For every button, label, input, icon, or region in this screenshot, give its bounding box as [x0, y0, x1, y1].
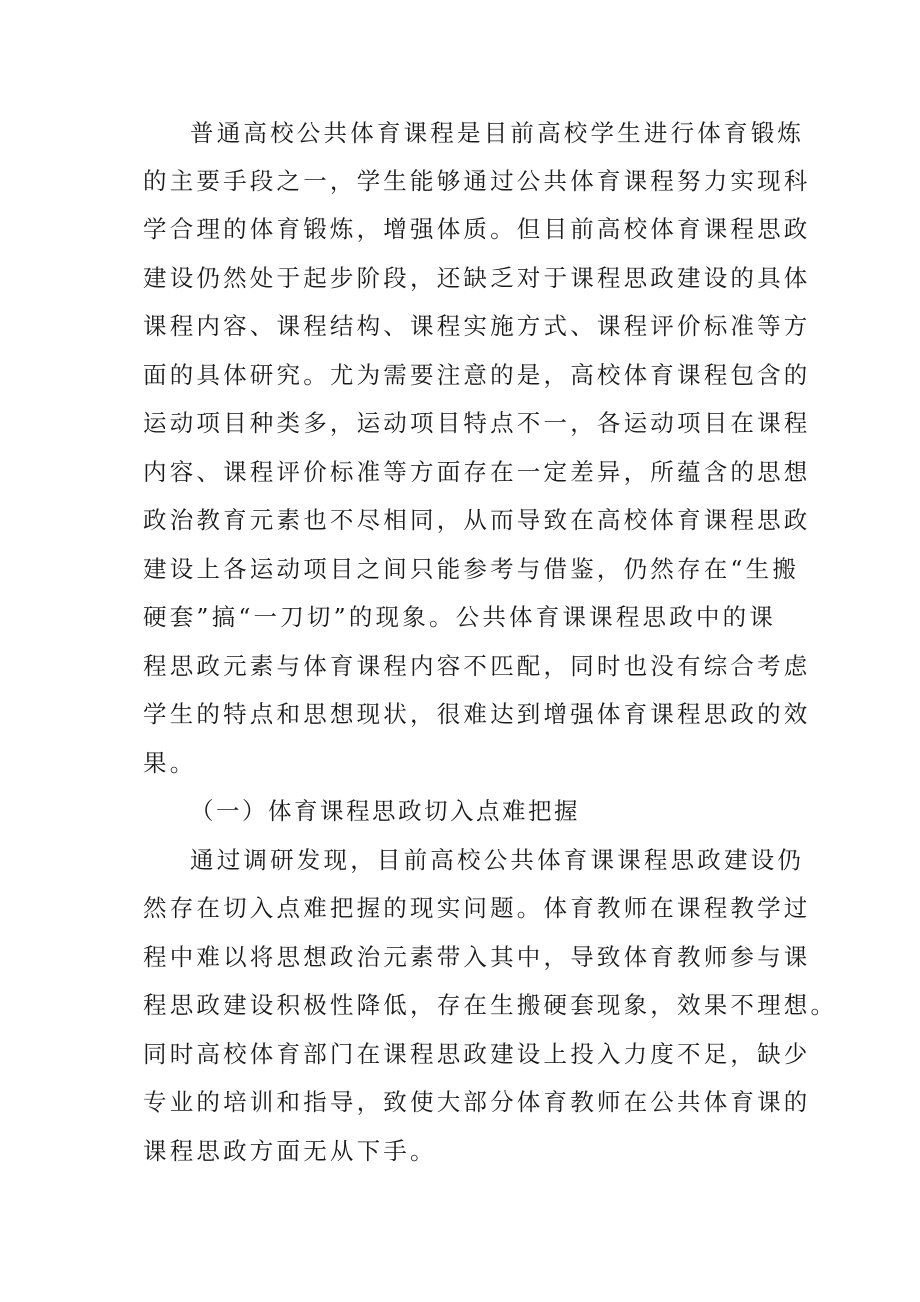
paragraph-line: 同时高校体育部门在课程思政建设上投入力度不足，缺少: [143, 1040, 811, 1068]
paragraph-line: 果。: [143, 749, 197, 777]
paragraph-line: 的主要手段之一，学生能够通过公共体育课程努力实现科: [143, 167, 811, 195]
paragraph-line: 面的具体研究。尤为需要注意的是，高校体育课程包含的: [143, 361, 811, 389]
paragraph-line: 程中难以将思想政治元素带入其中，导致体育教师参与课: [143, 943, 811, 971]
paragraph-line: 专业的培训和指导，致使大部分体育教师在公共体育课的: [143, 1088, 811, 1116]
paragraph-line: 程思政元素与体育课程内容不匹配，同时也没有综合考虑: [143, 652, 811, 680]
paragraph-line: 内容、课程评价标准等方面存在一定差异，所蕴含的思想: [143, 458, 811, 486]
paragraph-line: 课程思政方面无从下手。: [143, 1137, 437, 1165]
paragraph-line: 课程内容、课程结构、课程实施方式、课程评价标准等方: [143, 312, 811, 340]
paragraph-line: 硬套”搞“一刀切”的现象。公共体育课课程思政中的课: [143, 603, 777, 631]
paragraph-line: 然存在切入点难把握的现实问题。体育教师在课程教学过: [143, 894, 811, 922]
paragraph-line: 学合理的体育锻炼，增强体质。但目前高校体育课程思政: [143, 215, 811, 243]
paragraph-line: 建设仍然处于起步阶段，还缺乏对于课程思政建设的具体: [143, 264, 811, 292]
paragraph-line: 通过调研发现，目前高校公共体育课课程思政建设仍: [190, 846, 805, 874]
paragraph-line: 学生的特点和思想现状，很难达到增强体育课程思政的效: [143, 700, 811, 728]
paragraph-line: 政治教育元素也不尽相同，从而导致在高校体育课程思政: [143, 506, 811, 534]
paragraph-line: 运动项目种类多，运动项目特点不一，各运动项目在课程: [143, 409, 811, 437]
paragraph-line: 程思政建设积极性降低，存在生搬硬套现象，效果不理想。: [143, 991, 838, 1019]
paragraph-line: 建设上各运动项目之间只能参考与借鉴，仍然存在“生搬: [143, 555, 800, 583]
section-heading: （一）体育课程思政切入点难把握: [190, 797, 580, 825]
paragraph-line: 普通高校公共体育课程是目前高校学生进行体育锻炼: [190, 119, 805, 147]
